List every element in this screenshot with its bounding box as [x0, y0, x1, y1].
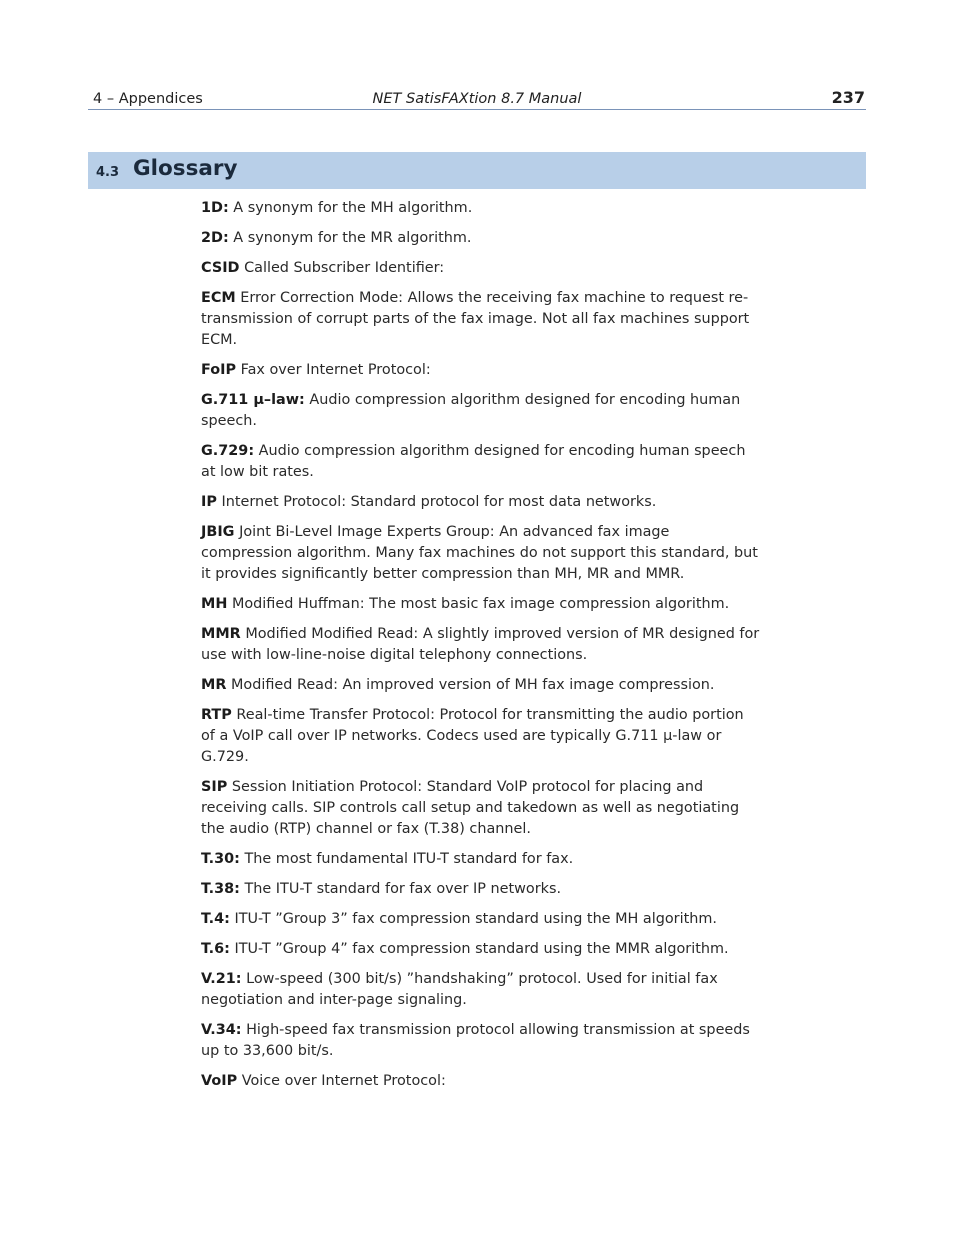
glossary-term: IP: [201, 494, 217, 510]
glossary-term: G.711 μ–law:: [201, 392, 305, 408]
glossary-entry: [201, 777, 761, 840]
glossary-definition: Session Initiation Protocol: Standard VoIP protocol for placing and receiving calls. SIP controls call setup and takedown as well as negotiating the audio (RTP) channel or fax (T.38) channel.: [201, 779, 740, 837]
glossary-term: RTP: [201, 707, 232, 723]
glossary-definition: Error Correction Mode: Allows the receiving fax machine to request re-transmission of corrupt parts of the fax image. Not all fax machines support ECM.: [201, 290, 750, 348]
glossary-entry: [201, 939, 761, 960]
glossary-entry: [201, 594, 761, 615]
glossary-entry: [201, 849, 761, 870]
glossary-entry: [201, 675, 761, 696]
glossary-entry: [201, 288, 761, 351]
glossary-definition: The ITU-T standard for fax over IP networks.: [244, 881, 562, 897]
glossary-definition: Low-speed (300 bit/s) ”handshaking” protocol. Used for initial fax negotiation and inter-page signaling.: [201, 971, 718, 1008]
glossary-definition: A synonym for the MH algorithm.: [233, 200, 473, 216]
glossary-definition: Modified Read: An improved version of MH fax image compression.: [230, 677, 715, 693]
glossary-term: T.4:: [201, 911, 230, 927]
glossary-entry: [201, 1071, 761, 1092]
glossary-definition: Audio compression algorithm designed for encoding human speech.: [201, 392, 741, 429]
glossary-entry: [201, 1020, 761, 1062]
glossary-definition: ITU-T ”Group 3” fax compression standard using the MH algorithm.: [234, 911, 717, 927]
glossary-term: SIP: [201, 779, 228, 795]
manual-title: NET SatisFAXtion 8.7 Manual: [372, 91, 582, 107]
glossary-term: VoIP: [201, 1073, 238, 1089]
glossary-term: FoIP: [201, 362, 237, 378]
glossary-term: T.38:: [201, 881, 240, 897]
glossary-term: CSID: [201, 260, 240, 276]
glossary-definition: Internet Protocol: Standard protocol for most data networks.: [221, 494, 657, 510]
glossary-term: T.6:: [201, 941, 230, 957]
glossary-term: MMR: [201, 626, 241, 642]
glossary-entry: [201, 258, 761, 279]
glossary-entry: [201, 909, 761, 930]
glossary-definition: ITU-T ”Group 4” fax compression standard using the MMR algorithm.: [234, 941, 729, 957]
glossary-definition: Joint Bi-Level Image Experts Group: An advanced fax image compression algorithm. Many fax machines do not support this standard, but it provides significantly better compression than MH, MR and MMR.: [201, 524, 758, 582]
glossary-definition: Called Subscriber Identifier:: [244, 260, 445, 276]
glossary-definition: The most fundamental ITU-T standard for fax.: [244, 851, 574, 867]
glossary-term: G.729:: [201, 443, 255, 459]
glossary-definition: Fax over Internet Protocol:: [240, 362, 431, 378]
glossary-entry: [201, 228, 761, 249]
glossary-definition: High-speed fax transmission protocol allowing transmission at speeds up to 33,600 bit/s.: [201, 1022, 750, 1059]
glossary-entry: [201, 522, 761, 585]
chapter-label: 4 – Appendices: [93, 91, 203, 107]
glossary-term: 1D:: [201, 200, 229, 216]
glossary-term: 2D:: [201, 230, 229, 246]
section-title: Glossary: [133, 156, 238, 181]
glossary-term: V.34:: [201, 1022, 242, 1038]
glossary-definition: Voice over Internet Protocol:: [241, 1073, 446, 1089]
glossary-entry: [201, 705, 761, 768]
glossary-entry: [201, 390, 761, 432]
glossary-term: V.21:: [201, 971, 242, 987]
section-heading: [88, 152, 866, 189]
glossary-entry: [201, 624, 761, 666]
glossary-definition: A synonym for the MR algorithm.: [233, 230, 472, 246]
glossary-entry: [201, 969, 761, 1011]
glossary-term: ECM: [201, 290, 236, 306]
glossary-definition: Audio compression algorithm designed for encoding human speech at low bit rates.: [201, 443, 746, 480]
page-number: 237: [831, 88, 865, 107]
glossary-entry: [201, 879, 761, 900]
glossary-definition: Modified Modified Read: A slightly improved version of MR designed for use with low-line-noise digital telephony connections.: [201, 626, 760, 663]
glossary-list: [201, 198, 761, 1101]
glossary-entry: [201, 492, 761, 513]
glossary-term: JBIG: [201, 524, 235, 540]
glossary-entry: [201, 441, 761, 483]
glossary-term: MR: [201, 677, 227, 693]
section-number: 4.3: [96, 165, 120, 180]
glossary-definition: Real-time Transfer Protocol: Protocol for transmitting the audio portion of a VoIP call over IP networks. Codecs used are typically G.711 μ-law or G.729.: [201, 707, 744, 765]
running-header: [88, 88, 866, 110]
glossary-entry: [201, 360, 761, 381]
glossary-entry: [201, 198, 761, 219]
glossary-term: T.30:: [201, 851, 240, 867]
glossary-term: MH: [201, 596, 228, 612]
glossary-definition: Modified Huffman: The most basic fax image compression algorithm.: [231, 596, 730, 612]
